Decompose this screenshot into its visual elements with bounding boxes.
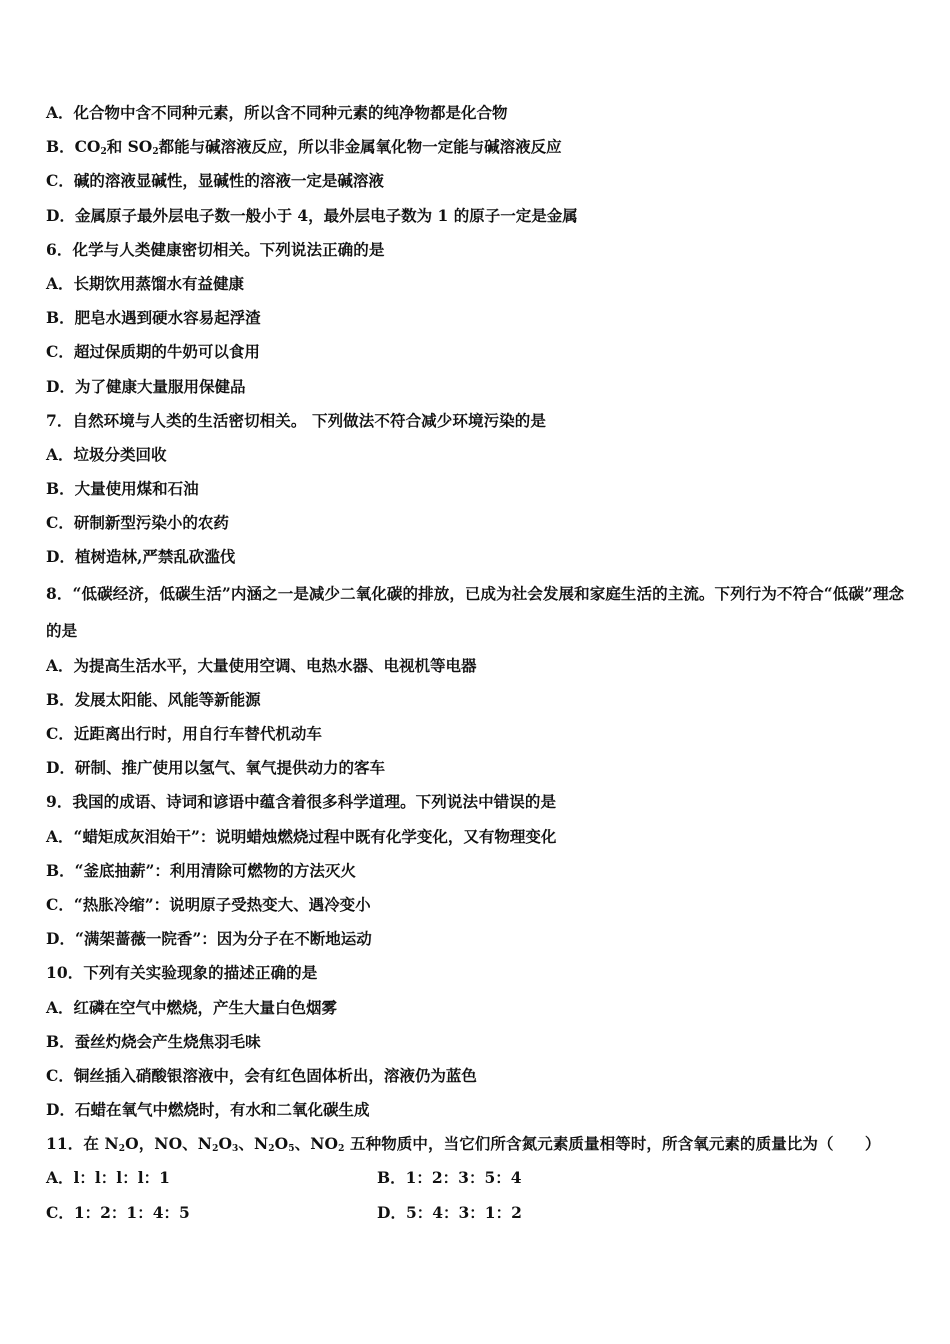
q8-option-c: C．近距离出行时，用自行车替代机动车 xyxy=(46,724,322,743)
q8-stem: 8．“低碳经济，低碳生活”内涵之一是减少二氧化碳的排放，已成为社会发展和家庭生活的主流。下列行为不符合“低碳”理念的是 xyxy=(46,583,905,640)
q7-option-d: D．植树造林,严禁乱砍滥伐 xyxy=(46,547,236,567)
q9-option-c: C．“热胀冷缩”：说明原子受热变大、遇冷变小 xyxy=(46,894,371,914)
q7-option-b: B．大量使用煤和石油 xyxy=(46,479,199,499)
q9-option-a: A．“蜡矩成灰泪始干”：说明蜡烛燃烧过程中既有化学变化，又有物理变化 xyxy=(46,826,557,846)
q5-option-c: C．碱的溶液显碱性，显碱性的溶液一定是碱溶液 xyxy=(46,171,384,191)
q6-option-b: B．肥皂水遇到硬水容易起浮渣 xyxy=(46,308,261,328)
q5-option-a: A．化合物中含不同种元素，所以含不同种元素的纯净物都是化合物 xyxy=(46,103,508,122)
q8-option-a: A．为提高生活水平，大量使用空调、电热水器、电视机等电器 xyxy=(46,655,477,675)
q11-options-row-2 xyxy=(46,1196,908,1230)
q11-option-a: A．l：l：l：l：1 xyxy=(46,1168,170,1188)
q8-option-b: B．发展太阳能、风能等新能源 xyxy=(46,689,261,709)
q5-option-b: B．$CO_2$和 $SO_2$都能与碱溶液反应，所以非金属氧化物一定能与碱溶液反应 xyxy=(46,137,562,158)
q10-stem: 10．下列有关实验现象的描述正确的是 xyxy=(46,963,318,983)
q9-option-d: D．“满架蔷薇一院香”：因为分子在不断地运动 xyxy=(46,929,372,949)
q10-option-b: B．蚕丝灼烧会产生烧焦羽毛味 xyxy=(46,1031,261,1051)
q7-option-a: A．垃圾分类回收 xyxy=(46,444,167,464)
q11-option-b: B．1：2：3：5：4 xyxy=(377,1168,522,1188)
q5-option-d: D．金属原子最外层电子数一般小于 4，最外层电子数为 1 的原子一定是金属 xyxy=(46,205,578,225)
q6-stem: 6．化学与人类健康密切相关。下列说法正确的是 xyxy=(46,239,385,259)
q9-option-b: B．“釜底抽薪”：利用清除可燃物的方法灭火 xyxy=(46,860,356,880)
q11-option-c: C．1：2：1：4：5 xyxy=(46,1202,190,1222)
q7-option-c: C．研制新型污染小的农药 xyxy=(46,513,229,533)
exam-page xyxy=(46,96,908,1230)
q11-stem: 11．在 $N_2O$，NO、$N_2O_3$、$N_2O_5$、$NO_2$ 五种物质中，当它们所含氮元素质量相等时，所含氧元素的质量比为（ ） xyxy=(46,1134,881,1155)
q10-option-d: D．石蜡在氧气中燃烧时，有水和二氧化碳生成 xyxy=(46,1100,370,1120)
q10-option-c: C．铜丝插入硝酸银溶液中，会有红色固体析出，溶液仍为蓝色 xyxy=(46,1065,477,1085)
q7-stem: 7．自然环境与人类的生活密切相关。 下列做法不符合减少环境污染的是 xyxy=(46,410,546,430)
q11-options-row-1 xyxy=(46,1161,908,1195)
q9-stem: 9．我国的成语、诗词和谚语中蕴含着很多科学道理。下列说法中错误的是 xyxy=(46,792,557,812)
q11-option-d: D．5：4：3：1：2 xyxy=(377,1202,522,1222)
q8-option-d: D．研制、推广使用以氢气、氧气提供动力的客车 xyxy=(46,758,385,778)
q6-option-c: C．超过保质期的牛奶可以食用 xyxy=(46,342,260,362)
q6-option-d: D．为了健康大量服用保健品 xyxy=(46,376,246,396)
q10-option-a: A．红磷在空气中燃烧，产生大量白色烟雾 xyxy=(46,997,338,1017)
q6-option-a: A．长期饮用蒸馏水有益健康 xyxy=(46,273,245,293)
